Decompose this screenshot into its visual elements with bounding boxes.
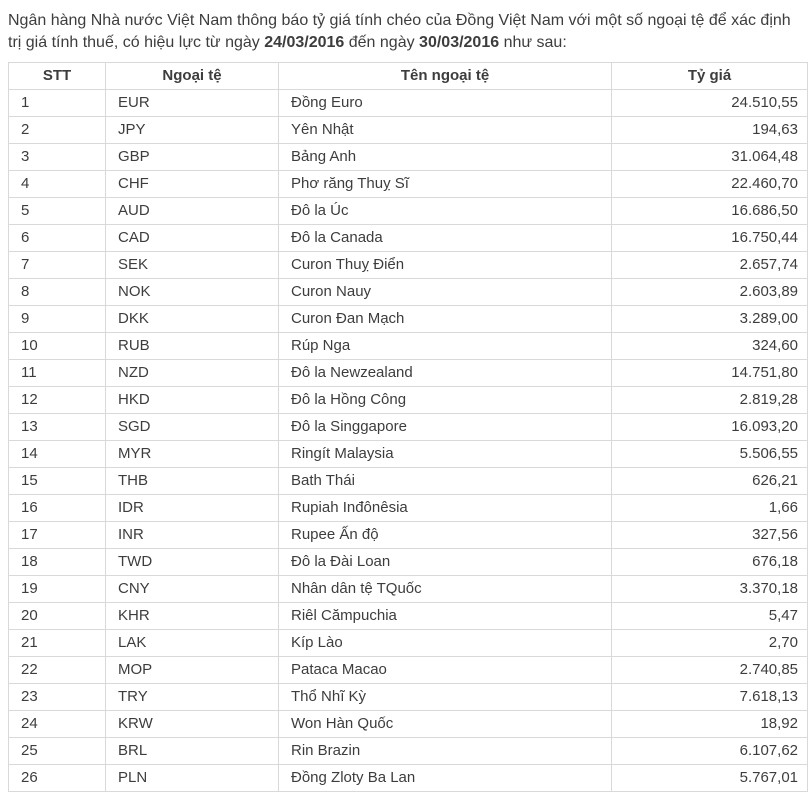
table-row [9,144,808,171]
cell-currency-name: Phơ răng Thuỵ Sĩ [279,171,612,198]
cell-stt: 18 [9,549,106,576]
table-row [9,198,808,225]
cell-currency-code: NOK [106,279,279,306]
cell-rate: 676,18 [612,549,808,576]
cell-currency-code: EUR [106,90,279,117]
table-row [9,711,808,738]
cell-currency-name: Curon Đan Mạch [279,306,612,333]
cell-stt: 2 [9,117,106,144]
cell-stt: 6 [9,225,106,252]
cell-currency-code: CAD [106,225,279,252]
cell-rate: 3.289,00 [612,306,808,333]
cell-stt: 13 [9,414,106,441]
cell-currency-name: Riêl Cămpuchia [279,603,612,630]
intro-text-before-from: Ngân hàng Nhà nước Việt Nam thông báo tỷ giá tính chéo của Đồng Việt Nam với một số ngoại tệ để xác định trị giá tính thuế, có hiệu lực từ ngày [8,12,791,51]
cell-currency-code: TWD [106,549,279,576]
cell-stt: 12 [9,387,106,414]
cell-currency-name: Ringít Malaysia [279,441,612,468]
cell-stt: 24 [9,711,106,738]
cell-currency-code: THB [106,468,279,495]
cell-rate: 2.603,89 [612,279,808,306]
cell-currency-name: Curon Nauy [279,279,612,306]
cell-rate: 5,47 [612,603,808,630]
intro-text-between: đến ngày [344,34,420,51]
cell-stt: 17 [9,522,106,549]
cell-currency-name: Đồng Zloty Ba Lan [279,765,612,792]
table-row [9,117,808,144]
cell-currency-name: Won Hàn Quốc [279,711,612,738]
table-row [9,684,808,711]
cell-stt: 5 [9,198,106,225]
cell-stt: 3 [9,144,106,171]
rates-tbody [9,90,808,792]
cell-currency-code: KRW [106,711,279,738]
cell-rate: 2,70 [612,630,808,657]
cell-currency-code: SEK [106,252,279,279]
cell-stt: 20 [9,603,106,630]
cell-currency-name: Bath Thái [279,468,612,495]
table-row [9,576,808,603]
cell-stt: 22 [9,657,106,684]
cell-currency-name: Bảng Anh [279,144,612,171]
cell-currency-code: DKK [106,306,279,333]
cell-stt: 21 [9,630,106,657]
cell-rate: 16.686,50 [612,198,808,225]
cell-rate: 324,60 [612,333,808,360]
table-row [9,630,808,657]
cell-stt: 11 [9,360,106,387]
cell-currency-name: Rin Brazin [279,738,612,765]
column-header-code: Ngoại tệ [106,63,279,90]
cell-currency-code: IDR [106,495,279,522]
column-header-rate: Tỷ giá [612,63,808,90]
cell-currency-name: Rupee Ấn độ [279,522,612,549]
intro-paragraph [8,10,798,54]
cell-stt: 23 [9,684,106,711]
cell-currency-code: MYR [106,441,279,468]
effective-date-from: 24/03/2016 [264,34,345,51]
cell-stt: 10 [9,333,106,360]
table-row [9,252,808,279]
table-row [9,387,808,414]
cell-currency-code: RUB [106,333,279,360]
cell-currency-code: AUD [106,198,279,225]
table-row [9,549,808,576]
cell-currency-code: TRY [106,684,279,711]
cell-rate: 22.460,70 [612,171,808,198]
cell-currency-name: Yên Nhật [279,117,612,144]
table-row [9,468,808,495]
cell-stt: 1 [9,90,106,117]
cell-rate: 2.819,28 [612,387,808,414]
table-row [9,495,808,522]
cell-currency-name: Đô la Newzealand [279,360,612,387]
table-row [9,90,808,117]
table-row [9,171,808,198]
cell-rate: 626,21 [612,468,808,495]
table-row [9,279,808,306]
cell-currency-code: HKD [106,387,279,414]
cell-rate: 16.750,44 [612,225,808,252]
cell-rate: 24.510,55 [612,90,808,117]
cell-currency-name: Đô la Singgapore [279,414,612,441]
cell-currency-name: Đô la Canada [279,225,612,252]
exchange-rates-table [8,62,808,792]
cell-rate: 194,63 [612,117,808,144]
cell-currency-name: Đô la Hồng Công [279,387,612,414]
cell-currency-code: SGD [106,414,279,441]
table-row [9,414,808,441]
table-row [9,765,808,792]
cell-currency-name: Đô la Úc [279,198,612,225]
cell-rate: 6.107,62 [612,738,808,765]
cell-rate: 16.093,20 [612,414,808,441]
cell-stt: 14 [9,441,106,468]
table-row [9,603,808,630]
cell-rate: 327,56 [612,522,808,549]
cell-currency-code: MOP [106,657,279,684]
cell-rate: 31.064,48 [612,144,808,171]
table-row [9,738,808,765]
cell-currency-code: GBP [106,144,279,171]
table-row [9,657,808,684]
cell-stt: 16 [9,495,106,522]
cell-currency-name: Kíp Lào [279,630,612,657]
cell-rate: 2.740,85 [612,657,808,684]
cell-currency-code: JPY [106,117,279,144]
cell-currency-name: Curon Thuỵ Điển [279,252,612,279]
cell-rate: 5.767,01 [612,765,808,792]
cell-rate: 2.657,74 [612,252,808,279]
cell-rate: 3.370,18 [612,576,808,603]
cell-currency-name: Rúp Nga [279,333,612,360]
table-row [9,441,808,468]
cell-rate: 7.618,13 [612,684,808,711]
cell-currency-code: CNY [106,576,279,603]
table-row [9,225,808,252]
table-row [9,360,808,387]
cell-currency-name: Rupiah Inđônêsia [279,495,612,522]
effective-date-to: 30/03/2016 [419,34,500,51]
cell-currency-code: KHR [106,603,279,630]
cell-currency-name: Đồng Euro [279,90,612,117]
table-row [9,333,808,360]
cell-rate: 1,66 [612,495,808,522]
cell-stt: 8 [9,279,106,306]
cell-currency-code: NZD [106,360,279,387]
cell-stt: 19 [9,576,106,603]
table-row [9,522,808,549]
intro-text-after: như sau: [499,34,567,51]
cell-currency-name: Nhân dân tệ TQuốc [279,576,612,603]
table-header-row [9,63,808,90]
cell-stt: 9 [9,306,106,333]
cell-currency-name: Đô la Đài Loan [279,549,612,576]
cell-currency-code: CHF [106,171,279,198]
cell-stt: 15 [9,468,106,495]
cell-currency-code: INR [106,522,279,549]
cell-stt: 4 [9,171,106,198]
cell-currency-name: Pataca Macao [279,657,612,684]
cell-rate: 18,92 [612,711,808,738]
cell-currency-code: LAK [106,630,279,657]
cell-rate: 5.506,55 [612,441,808,468]
column-header-name: Tên ngoại tệ [279,63,612,90]
cell-currency-code: PLN [106,765,279,792]
cell-stt: 26 [9,765,106,792]
cell-currency-code: BRL [106,738,279,765]
cell-rate: 14.751,80 [612,360,808,387]
cell-stt: 25 [9,738,106,765]
cell-stt: 7 [9,252,106,279]
column-header-stt: STT [9,63,106,90]
table-row [9,306,808,333]
cell-currency-name: Thổ Nhĩ Kỳ [279,684,612,711]
